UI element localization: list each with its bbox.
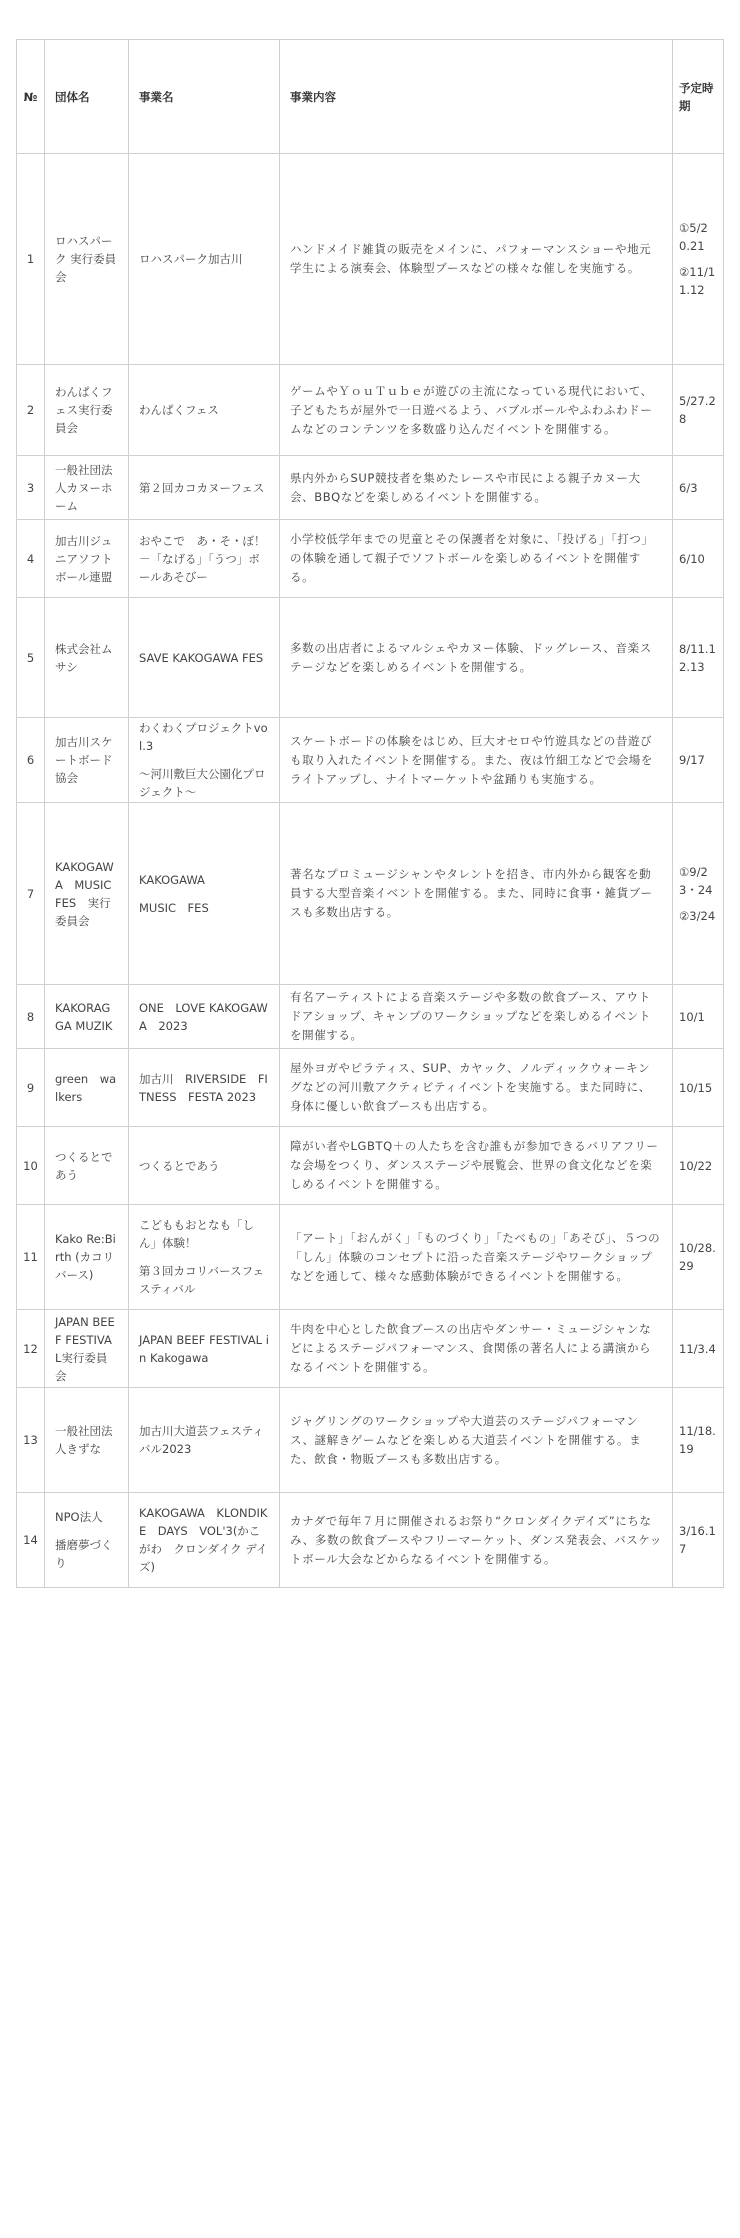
cell-content: ハンドメイド雑貨の販売をメインに、パフォーマンスショーや地元学生による演奏会、体験型ブースなどの様々な催しを実施する。 [280, 154, 673, 365]
cell-project [129, 1388, 280, 1493]
header-content: 事業内容 [280, 40, 673, 154]
table-body [17, 154, 724, 1588]
table-row [17, 1049, 724, 1127]
cell-content: 著名なプロミュージシャンやタレントを招き、市内外から観客を動員する大型音楽イベントを開催する。また、同時に食事・雑貨ブースも多数出店する。 [280, 803, 673, 985]
project-line: わんぱくフェス [139, 403, 219, 417]
cell-no: 4 [17, 520, 45, 598]
cell-content: 屋外ヨガやピラティス、SUP、カヤック、ノルディックウォーキングなどの河川敷アクティビティイベントを実施する。また同時に、身体に優しい飲食ブースも出店する。 [280, 1049, 673, 1127]
cell-no: 8 [17, 985, 45, 1049]
cell-org: green walkers [45, 1049, 129, 1127]
cell-project [129, 1493, 280, 1588]
cell-project [129, 718, 280, 803]
project-line: こどももおとなも「しん」体験！ [139, 1218, 254, 1250]
cell-schedule [673, 598, 724, 718]
schedule-line: ②3/24 [679, 908, 716, 923]
cell-schedule [673, 1493, 724, 1588]
schedule-line: 6/3 [679, 480, 698, 495]
project-line: ONE LOVE KAKOGAWA 2023 [139, 1000, 268, 1033]
cell-project [129, 520, 280, 598]
table-row [17, 985, 724, 1049]
schedule-line: 9/17 [679, 753, 705, 767]
header-project: 事業名 [129, 40, 280, 154]
cell-no: 6 [17, 718, 45, 803]
cell-content: スケートボードの体験をはじめ、巨大オセロや竹遊具などの昔遊びも取り入れたイベントを開催する。また、夜は竹細工などで会場をライトアップし、ナイトマーケットや盆踊りも実施する。 [280, 718, 673, 803]
cell-no: 14 [17, 1493, 45, 1588]
cell-schedule [673, 1388, 724, 1493]
cell-no: 11 [17, 1205, 45, 1310]
cell-schedule [673, 1127, 724, 1205]
cell-content: 有名アーティストによる音楽ステージや多数の飲食ブース、アウトドアショップ、キャンプのワークショップなどを楽しめるイベントを開催する。 [280, 985, 673, 1049]
cell-project [129, 1049, 280, 1127]
schedule-line: ①9/23・24 [679, 864, 713, 897]
cell-no: 5 [17, 598, 45, 718]
cell-org [45, 1493, 129, 1588]
project-line: ～河川敷巨大公園化プロジェクト～ [139, 767, 266, 799]
table-row [17, 456, 724, 520]
project-line: おやこで あ・そ・ぼ！－「なげる」「うつ」ボールあそびー [139, 533, 266, 584]
cell-project [129, 456, 280, 520]
table-row [17, 1388, 724, 1493]
table-row [17, 1310, 724, 1388]
cell-schedule [673, 985, 724, 1049]
table-row [17, 1205, 724, 1310]
event-table-container [16, 39, 723, 1588]
project-line: 第３回カコリバースフェスティバル [139, 1264, 265, 1296]
org-line: NPO法人 [55, 1510, 103, 1524]
cell-no: 13 [17, 1388, 45, 1493]
cell-schedule [673, 520, 724, 598]
project-line: ロハスパーク加古川 [139, 252, 243, 266]
schedule-line: ②11/11.12 [679, 265, 716, 297]
cell-schedule [673, 456, 724, 520]
header-no: № [17, 40, 45, 154]
project-line: 加古川大道芸フェスティバル2023 [139, 1424, 264, 1456]
cell-no: 10 [17, 1127, 45, 1205]
cell-org: 株式会社ムサシ [45, 598, 129, 718]
table-row [17, 598, 724, 718]
table-row [17, 718, 724, 803]
cell-no: 7 [17, 803, 45, 985]
cell-org: KAKORAGGA MUZIK [45, 985, 129, 1049]
project-line: KAKOGAWA [139, 872, 205, 887]
header-org: 団体名 [45, 40, 129, 154]
schedule-line: 6/10 [679, 551, 705, 566]
cell-content: 県内外からSUP競技者を集めたレースや市民による親子カヌー大会、BBQなどを楽しめるイベントを開催する。 [280, 456, 673, 520]
cell-project [129, 365, 280, 456]
cell-project [129, 803, 280, 985]
cell-schedule [673, 718, 724, 803]
table-row [17, 803, 724, 985]
project-line: KAKOGAWA KLONDIKE DAYS VOL'3(かこがわ クロンダイク デイズ) [139, 1506, 268, 1574]
cell-content: ジャグリングのワークショップや大道芸のステージパフォーマンス、謎解きゲームなどを楽しめる大道芸イベントを開催する。また、飲食・物販ブースも多数出店する。 [280, 1388, 673, 1493]
schedule-line: 10/1 [679, 1009, 705, 1024]
cell-content: 牛肉を中心とした飲食ブースの出店やダンサー・ミュージシャンなどによるステージパフォーマンス、食関係の著名人による講演からなるイベントを開催する。 [280, 1310, 673, 1388]
cell-schedule [673, 154, 724, 365]
cell-project [129, 1205, 280, 1310]
project-line: JAPAN BEEF FESTIVAL in Kakogawa [139, 1332, 269, 1365]
project-line: わくわくプロジェクトvol.3 [139, 721, 268, 753]
cell-content: 小学校低学年までの児童とその保護者を対象に、「投げる」「打つ」の体験を通して親子でソフトボールを楽しめるイベントを開催する。 [280, 520, 673, 598]
table-header-row [17, 40, 724, 154]
project-line: つくるとであう [139, 1158, 220, 1173]
event-table [16, 39, 724, 1588]
schedule-line: ①5/20.21 [679, 221, 708, 253]
schedule-line: 10/22 [679, 1158, 713, 1173]
schedule-line: 5/27.28 [679, 394, 716, 426]
table-row [17, 1127, 724, 1205]
cell-org: KAKOGAWA MUSIC FES 実行委員会 [45, 803, 129, 985]
project-line: MUSIC FES [139, 900, 209, 915]
cell-org: 一般社団法人カヌーホーム [45, 456, 129, 520]
table-row [17, 154, 724, 365]
project-line: SAVE KAKOGAWA FES [139, 650, 264, 665]
cell-schedule [673, 1310, 724, 1388]
schedule-line: 11/18.19 [679, 1424, 716, 1456]
cell-org: 加古川ジュニアソフトボール連盟 [45, 520, 129, 598]
table-row [17, 1493, 724, 1588]
cell-org: つくるとであう [45, 1127, 129, 1205]
table-row [17, 365, 724, 456]
cell-org: ロハスパーク 実行委員会 [45, 154, 129, 365]
cell-no: 12 [17, 1310, 45, 1388]
cell-content: 多数の出店者によるマルシェやカヌー体験、ドッグレース、音楽ステージなどを楽しめるイベントを開催する。 [280, 598, 673, 718]
cell-org: JAPAN BEEF FESTIVAL実行委員会 [45, 1310, 129, 1388]
cell-schedule [673, 1049, 724, 1127]
project-line: 加古川 RIVERSIDE FITNESS FESTA 2023 [139, 1071, 268, 1104]
cell-schedule [673, 1205, 724, 1310]
cell-content: 「アート」「おんがく」「ものづくり」「たべもの」「あそび」、５つの「しん」体験のコンセプトに沿った音楽ステージやワークショップなどを通して、様々な感動体験ができるイベントを開催する。 [280, 1205, 673, 1310]
cell-org: Kako Re:Birth (カコリバース) [45, 1205, 129, 1310]
cell-org: 加古川スケートボード協会 [45, 718, 129, 803]
cell-project [129, 1127, 280, 1205]
cell-no: 3 [17, 456, 45, 520]
cell-schedule [673, 803, 724, 985]
schedule-line: 8/11.12.13 [679, 641, 716, 674]
schedule-line: 3/16.17 [679, 1524, 716, 1556]
cell-no: 9 [17, 1049, 45, 1127]
cell-content: 障がい者やLGBTQ＋の人たちを含む誰もが参加できるバリアフリーな会場をつくり、ダンスステージや展覧会、世界の食文化などを楽しめるイベントを開催する。 [280, 1127, 673, 1205]
cell-project [129, 598, 280, 718]
cell-project [129, 154, 280, 365]
project-line: 第２回カコカヌーフェス [139, 480, 265, 495]
cell-content: カナダで毎年７月に開催されるお祭り“クロンダイクデイズ”にちなみ、多数の飲食ブースやフリーマーケット、ダンス発表会、バスケットボール大会などからなるイベントを開催する。 [280, 1493, 673, 1588]
schedule-line: 10/28.29 [679, 1241, 716, 1273]
table-row [17, 520, 724, 598]
cell-no: 2 [17, 365, 45, 456]
schedule-line: 11/3.4 [679, 1341, 716, 1356]
cell-org: わんぱくフェス実行委員会 [45, 365, 129, 456]
cell-no: 1 [17, 154, 45, 365]
cell-org: 一般社団法人きずな [45, 1388, 129, 1493]
cell-project [129, 1310, 280, 1388]
cell-schedule [673, 365, 724, 456]
schedule-line: 10/15 [679, 1080, 713, 1095]
cell-project [129, 985, 280, 1049]
org-line: 播磨夢づくり [55, 1538, 113, 1570]
cell-content: ゲームやＹｏｕＴｕｂｅが遊びの主流になっている現代において、子どもたちが屋外で一日遊べるよう、バブルボールやふわふわドームなどのコンテンツを多数盛り込んだイベントを開催する。 [280, 365, 673, 456]
header-schedule: 予定時期 [673, 40, 724, 154]
